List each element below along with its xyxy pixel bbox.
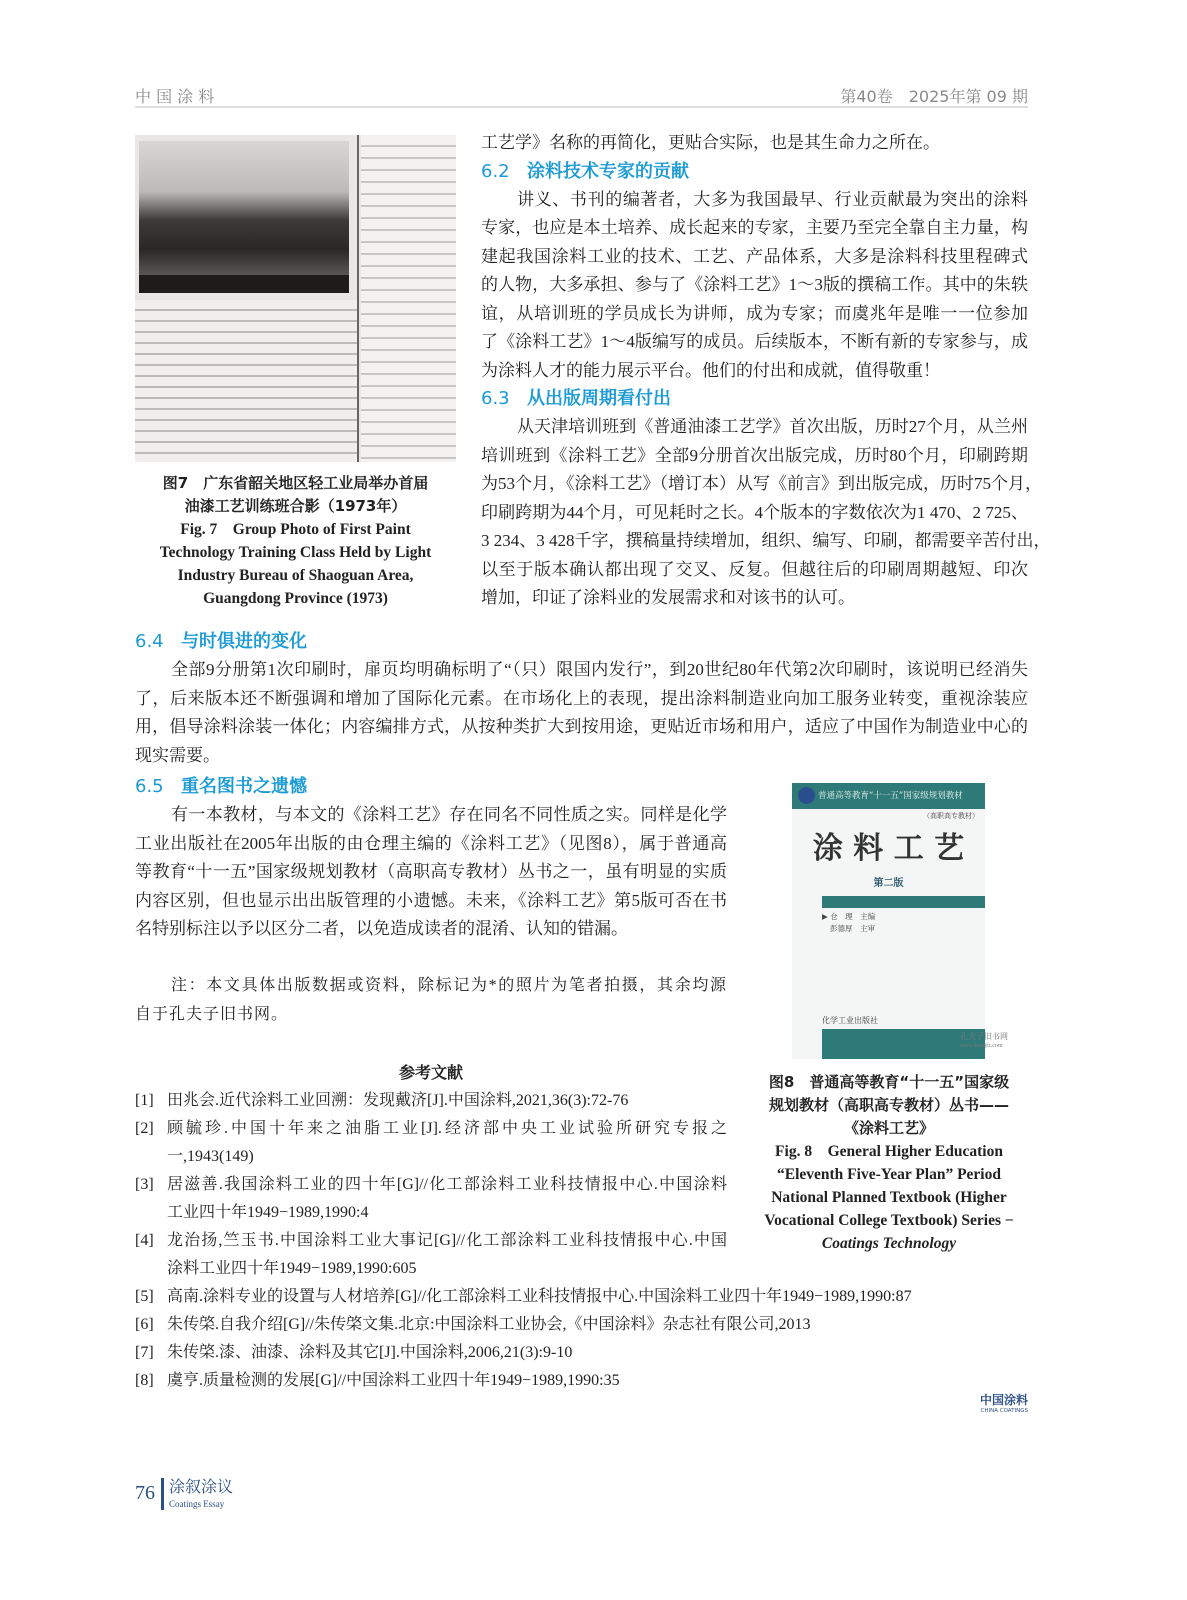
caption-cn-line: 图8 普通高等教育“十一五”国家级 [768, 1073, 1010, 1091]
paragraph-line: 以至于版本确认都出现了交叉、反复。但越往后的印刷周期越短、印次 [481, 559, 1028, 579]
section-6-5 [135, 773, 727, 944]
reference-number: [3] [135, 1176, 154, 1193]
column-name-cn: 涂叙涂议 [169, 1477, 234, 1496]
paragraph-line: 3 234、3 428千字，撰稿量持续增加，组织、编写、印刷，都需要辛苦付出， [481, 531, 1051, 550]
column-name-en: Coatings Essay [169, 1499, 225, 1509]
footer-divider [161, 1478, 164, 1510]
note-line: 注：本文具体出版数据或资料，除标记为*的照片为笔者拍摄，其余均源 [171, 977, 727, 994]
cover-band [822, 896, 985, 908]
paragraph-line: 为53个月，《涂料工艺》（增订本）从写《前言》到出版完成，历时75个月， [481, 474, 1042, 493]
paragraph-line: 有一本教材，与本文的《涂料工艺》存在同名不同性质之实。同样是化学 [171, 805, 727, 824]
section-number: 6.5 [135, 776, 164, 797]
reference-text: 居滋善.我国涂料工业的四十年[G]//化工部涂料工业科技情报中心.中国涂料 [167, 1176, 727, 1193]
watermark-url: www.kongfz.com [960, 1043, 1003, 1049]
caption-en-line: Coatings Technology [821, 1235, 957, 1252]
note [135, 972, 727, 1029]
caption-cn-line: 规划教材（高职高专教材）丛书—— [768, 1096, 1009, 1114]
reference-text-cont: 工业四十年1949−1989,1990:4 [167, 1204, 369, 1221]
figure-8-book-cover [792, 783, 985, 1059]
logo-en: CHINA COATINGS [980, 1408, 1028, 1414]
paragraph-line: 专家，也应是本土培养、成长起来的专家，主要乃至完全靠自主力量，构 [481, 218, 1028, 237]
header-divider [135, 106, 1028, 108]
reference-text: 顾毓珍.中国十年来之油脂工业[J].经济部中央工业试验所研究专报之 [167, 1120, 727, 1137]
section-title: 涂料技术专家的贡献 [527, 160, 689, 182]
cover-reviewer: 彭德厚 主审 [830, 924, 875, 933]
paragraph-line: 了《涂料工艺》1～4版编写的成员。后续版本，不断有新的专家参与，成 [481, 332, 1028, 351]
figure-7-caption [125, 472, 466, 610]
section-heading-6-2 [481, 158, 1028, 186]
reference-number: [7] [135, 1344, 154, 1361]
paragraph-line: 全部9分册第1次印刷时，扉页均明确标明了“（只）限国内发行”，到20世纪80年代第2次印刷时，该说明已经消失 [171, 660, 1028, 679]
reference-text: 高南.涂料专业的设置与人材培养[G]//化工部涂料工业科技情报中心.中国涂料工业四十年1949−1989,1990:87 [167, 1288, 912, 1305]
paragraph-line: 用，倡导涂料涂装一体化；内容编排方式，从按种类扩大到按用途，更贴近市场和用户，适应了中国作为制造业中心的 [135, 717, 1028, 736]
reference-text-cont: 一,1943(149) [167, 1148, 254, 1165]
reference-number: [5] [135, 1288, 154, 1305]
caption-en-line: Vocational College Textbook) Series − [764, 1212, 1014, 1229]
paragraph-line: 印刷跨期为44个月，可见耗时之长。4个版本的字数依次为1 470、2 725、 [481, 502, 1028, 522]
page-number: 76 [135, 1482, 155, 1504]
caption-en-line: Technology Training Class Held by Light [159, 544, 432, 561]
china-coatings-logo [962, 1394, 1028, 1415]
watermark [960, 1032, 1008, 1050]
journal-name: 中 国 涂 料 [135, 87, 215, 106]
reference-item [135, 1283, 1028, 1311]
caption-cn-line: 《涂料工艺》 [843, 1119, 934, 1137]
reference-number: [1] [135, 1092, 154, 1109]
caption-en-line: National Planned Textbook (Higher [771, 1189, 1007, 1206]
caption-en-line: Fig. 8 General Higher Education [775, 1143, 1003, 1160]
watermark-text: 孔夫子旧书网 [960, 1032, 1008, 1041]
reference-text: 田兆会.近代涂料工业回溯：发现戴济[J].中国涂料,2021,36(3):72-76 [167, 1092, 629, 1109]
reference-number: [2] [135, 1120, 154, 1137]
reference-text: 朱传棨.漆、油漆、涂料及其它[J].中国涂料,2006,21(3):9-10 [167, 1344, 573, 1361]
note-line: 自于孔夫子旧书网。 [135, 1005, 289, 1023]
paragraph-line: 谊，从培训班的学员成长为讲师，成为专家；而虞兆年是唯一一位参加 [481, 303, 1028, 323]
reference-number: [6] [135, 1316, 154, 1333]
paragraph-line: 了，后来版本还不断强调和增加了国际化元素。在市场化上的表现，提出涂料制造业向加工服务业转变，重视涂装应 [135, 688, 1028, 708]
cover-editor: ▶ 仓 理 主编 [822, 912, 876, 921]
cover-series: 普通高等教育“十一五”国家级规划教材 [792, 783, 985, 809]
paragraph-line: 的人物，大多承担、参与了《涂料工艺》1～3版的撰稿工作。其中的朱轶 [481, 275, 1028, 294]
reference-text: 龙治扬,竺玉书.中国涂料工业大事记[G]//化工部涂料工业科技情报中心.中国 [167, 1232, 727, 1249]
paragraph-line: 为涂料人才的能力展示平台。他们的付出和成就，值得敬重！ [481, 360, 940, 380]
paragraph-line: 建起我国涂料工业的技术、工艺、产品体系，大多是涂料科技里程碑式 [481, 246, 1028, 266]
caption-en-line: Industry Bureau of Shaoguan Area, [177, 567, 414, 584]
cover-subtitle: （高职高专教材） [923, 812, 979, 820]
section-title: 与时俱进的变化 [181, 631, 307, 652]
reference-item [135, 1367, 1028, 1395]
caption-cn-line: 图7 广东省韶关地区轻工业局举办首届 [162, 474, 429, 492]
section-heading-6-4 [135, 628, 1028, 656]
figure-8-caption [734, 1071, 1044, 1255]
reference-text-cont: 涂料工业四十年1949−1989,1990:605 [167, 1260, 417, 1277]
reference-item [135, 1339, 1028, 1367]
section-title: 重名图书之遗憾 [181, 776, 307, 797]
paragraph-line: 工业出版社在2005年出版的由仓理主编的《涂料工艺》（见图8），属于普通高 [135, 833, 727, 853]
paragraph-line: 工艺学》名称的再简化，更贴合实际，也是其生命力之所在。 [481, 133, 940, 152]
right-column [481, 129, 1051, 613]
issue-info: 第40卷 2025年第 09 期 [840, 87, 1028, 106]
paragraph-line: 名特别标注以予以区分二者，以免造成读者的混淆、认知的错漏。 [135, 919, 628, 938]
section-number: 6.4 [135, 631, 164, 652]
reference-text: 朱传棨.自我介绍[G]//朱传棨文集.北京:中国涂料工业协会,《中国涂料》杂志社有限公司,2013 [167, 1316, 811, 1333]
caption-cn-line: 油漆工艺训练班合影（1973年） [184, 497, 407, 515]
reference-item [135, 1311, 1028, 1339]
section-number: 6.2 [481, 160, 510, 182]
paragraph-line: 内容区别，但也显示出出版管理的小遗憾。未来，《涂料工艺》第5版可否在书 [135, 890, 727, 910]
paragraph-line: 现实需要。 [135, 745, 220, 765]
cover-publisher: 化学工业出版社 [822, 1016, 878, 1025]
section-title: 从出版周期看付出 [527, 388, 671, 409]
section-6-4 [135, 628, 1028, 770]
section-heading-6-5 [135, 773, 727, 801]
logo-cn: 中国涂料 [979, 1393, 1028, 1407]
paragraph-line: 等教育“十一五”国家级规划教材（高职高专教材）丛书之一，虽有明显的实质 [135, 862, 727, 881]
reference-text: 虞亨.质量检测的发展[G]//中国涂料工业四十年1949−1989,1990:35 [167, 1372, 620, 1389]
paragraph-line: 讲义、书刊的编著者，大多为我国最早、行业贡献最为突出的涂料 [517, 189, 1028, 209]
series-logo-icon [798, 787, 815, 804]
paragraph-line: 培训班到《涂料工艺》全部9分册首次出版完成，历时80个月，印刷跨期 [481, 445, 1028, 465]
references-title: 参考文献 [398, 1063, 463, 1082]
section-number: 6.3 [481, 388, 510, 409]
reference-number: [4] [135, 1232, 154, 1249]
caption-en-line: Guangdong Province (1973) [203, 590, 388, 607]
paragraph-line: 增加，印证了涂料业的发展需求和对该书的认可。 [481, 588, 855, 607]
cover-edition: 第二版 [873, 878, 904, 889]
caption-en-line: “Eleventh Five-Year Plan” Period [776, 1166, 1001, 1183]
cover-title: 涂 料 工 艺 [812, 831, 965, 866]
paragraph-line: 从天津培训班到《普通油漆工艺学》首次出版，历时27个月，从兰州 [517, 417, 1028, 436]
caption-en-line: Fig. 7 Group Photo of First Paint [180, 521, 411, 538]
section-heading-6-3 [481, 385, 1028, 413]
figure-7-photo [135, 135, 456, 462]
reference-number: [8] [135, 1372, 154, 1389]
